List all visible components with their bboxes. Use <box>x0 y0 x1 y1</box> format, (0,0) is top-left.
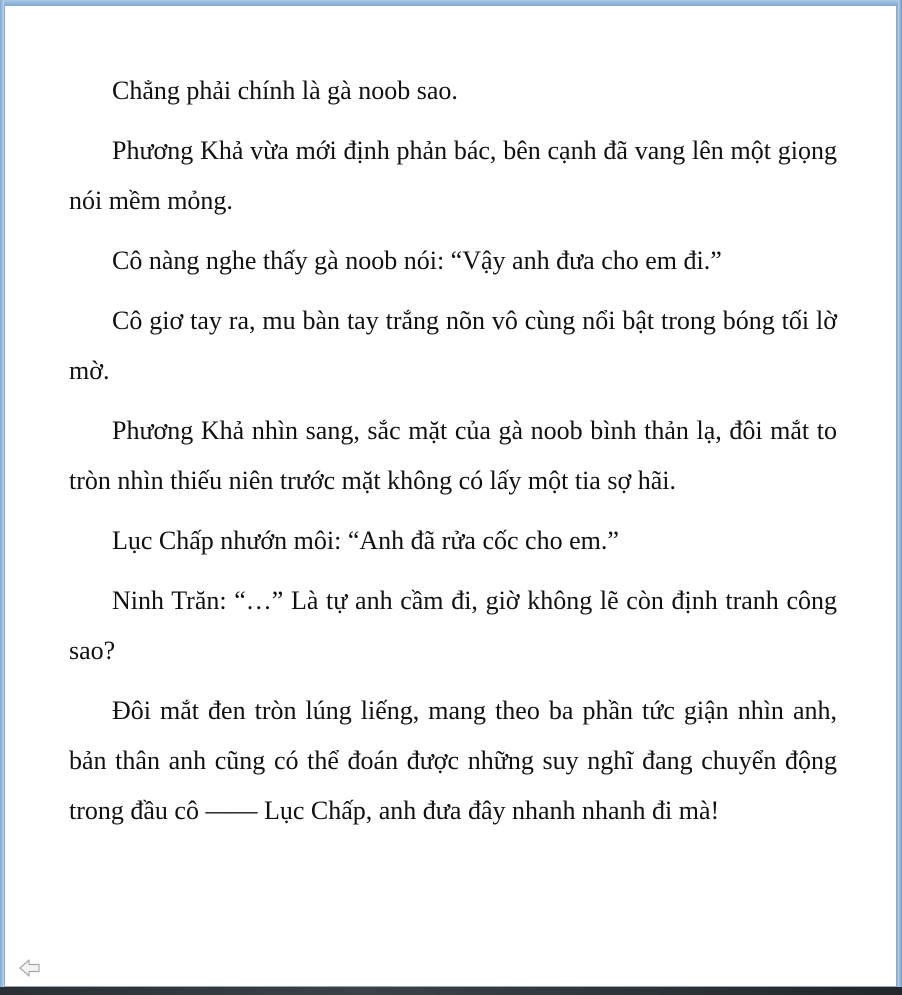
window-frame-right <box>898 0 902 995</box>
paragraph-8: Đôi mắt đen tròn lúng liếng, mang theo ba phần tức giận nhìn anh, bản thân anh cũng có thể đoán được những suy nghĩ đang chuyển động trong đầu cô —— Lục Chấp, anh đưa đây nhanh nhanh đi mà! <box>69 696 837 825</box>
paragraph-7: Ninh Trăn: “…” Là tự anh cầm đi, giờ không lẽ còn định tranh công sao? <box>69 586 837 665</box>
paragraph-3: Cô nàng nghe thấy gà noob nói: “Vậy anh đưa cho em đi.” <box>112 246 722 275</box>
taskbar-strip <box>0 987 902 995</box>
paragraph-6: Lục Chấp nhướn môi: “Anh đã rửa cốc cho em.” <box>112 526 619 555</box>
paragraph-4: Cô giơ tay ra, mu bàn tay trắng nõn vô cùng nổi bật trong bóng tối lờ mờ. <box>69 306 837 385</box>
document-body <box>69 66 837 846</box>
paragraph-1: Chẳng phải chính là gà noob sao. <box>112 76 458 105</box>
paragraph-5: Phương Khả nhìn sang, sắc mặt của gà noob bình thản lạ, đôi mắt to tròn nhìn thiếu niên trước mặt không có lấy một tia sợ hãi. <box>69 416 837 495</box>
document-page <box>4 5 897 987</box>
arrow-left-icon[interactable] <box>18 956 42 980</box>
paragraph-2: Phương Khả vừa mới định phản bác, bên cạnh đã vang lên một giọng nói mềm mỏng. <box>69 136 837 215</box>
